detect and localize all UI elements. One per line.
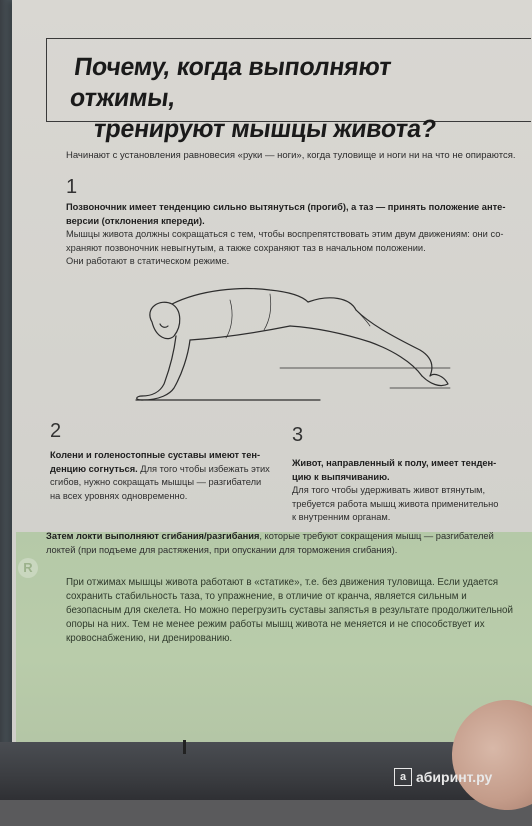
watermark xyxy=(394,766,528,788)
step-3-bold-line-2: цию к выпячиванию. xyxy=(292,471,390,482)
watermark-icon: а xyxy=(394,768,412,786)
step-1-line-1: Мышцы живота должны сокращаться с тем, чтобы воспрепятствовать этим двум движениям: они со- xyxy=(66,229,504,239)
note-line-1: При отжимах мышцы живота работают в «статике», т.е. без движения туловища. Если удается xyxy=(66,577,499,588)
note-badge: R xyxy=(18,558,38,578)
note-line-3: безопасным для скелета. Но можно перегрузить суставы запястья в результате продолжительной xyxy=(66,605,513,616)
note-line-2: сохранить стабильность таза, то упражнение, в отличие от кранча, является сильным и xyxy=(66,591,467,602)
step-1-bold-line-1: Позвоночник имеет тенденцию сильно вытянуться (прогиб), а таз — принять положение анте- xyxy=(66,202,506,212)
pushup-illustration xyxy=(130,280,460,410)
step-2-text xyxy=(50,449,286,503)
step-2-line-2: на всех уровнях одновременно. xyxy=(50,490,188,501)
note-line-4: опоры на них. Тем не менее режим работы мышц живота не меняется и не способствует их xyxy=(66,619,485,630)
title-line-1: Почему, когда выполняют отжимы, xyxy=(68,53,393,112)
spine-mark xyxy=(183,740,186,754)
step-1-line-2: храняют позвоночник невыгнутым, а также сохраняют таз в начальном положении. xyxy=(66,242,426,253)
page-title xyxy=(63,52,476,145)
elbows-rest: , которые требуют сокращения мышц — разгибателей xyxy=(259,531,494,541)
step-2-bold-line-1: Колени и голеностопные суставы имеют тен- xyxy=(50,450,261,460)
intro-text: Начинают с установления равновесия «руки — ноги», когда туловище и ноги ни на что не опираются. xyxy=(66,150,516,161)
step-3-line-2: требуется работа мышц живота применительно xyxy=(292,498,499,509)
watermark-text: абиринт.ру xyxy=(416,769,493,785)
step-1-number: 1 xyxy=(66,176,78,198)
step-3-line-1: Для того чтобы удерживать живот втянутым, xyxy=(292,485,486,495)
step-1-text xyxy=(66,201,526,269)
elbows-line-2: локтей (при подъеме для растяжения, при опускании для торможения сгибания). xyxy=(46,544,398,555)
step-3-text xyxy=(292,457,528,525)
elbows-text xyxy=(46,530,526,557)
step-2-rest-line-2: Для того чтобы избежать этих xyxy=(137,463,270,474)
title-line-2: тренируют мышцы живота? xyxy=(91,115,438,143)
step-3-bold-line-1: Живот, направленный к полу, имеет тенден- xyxy=(292,458,497,468)
step-2-bold-line-2: денцию согнуться. xyxy=(50,463,138,474)
note-line-5: кровоснабжению, ни дренированию. xyxy=(66,633,233,644)
elbows-bold: Затем локти выполняют сгибания/разгибания xyxy=(46,531,260,541)
step-2-number: 2 xyxy=(50,420,62,442)
step-1-bold-line-2: версии (отклонения кпереди). xyxy=(66,215,205,226)
step-3-number: 3 xyxy=(292,424,304,446)
step-3-line-3: к внутренним органам. xyxy=(292,512,391,522)
step-2-line-1: сгибов, нужно сокращать мышцы — разгибатели xyxy=(50,477,262,487)
note-text xyxy=(66,576,526,646)
step-1-line-3: Они работают в статическом режиме. xyxy=(66,256,230,266)
